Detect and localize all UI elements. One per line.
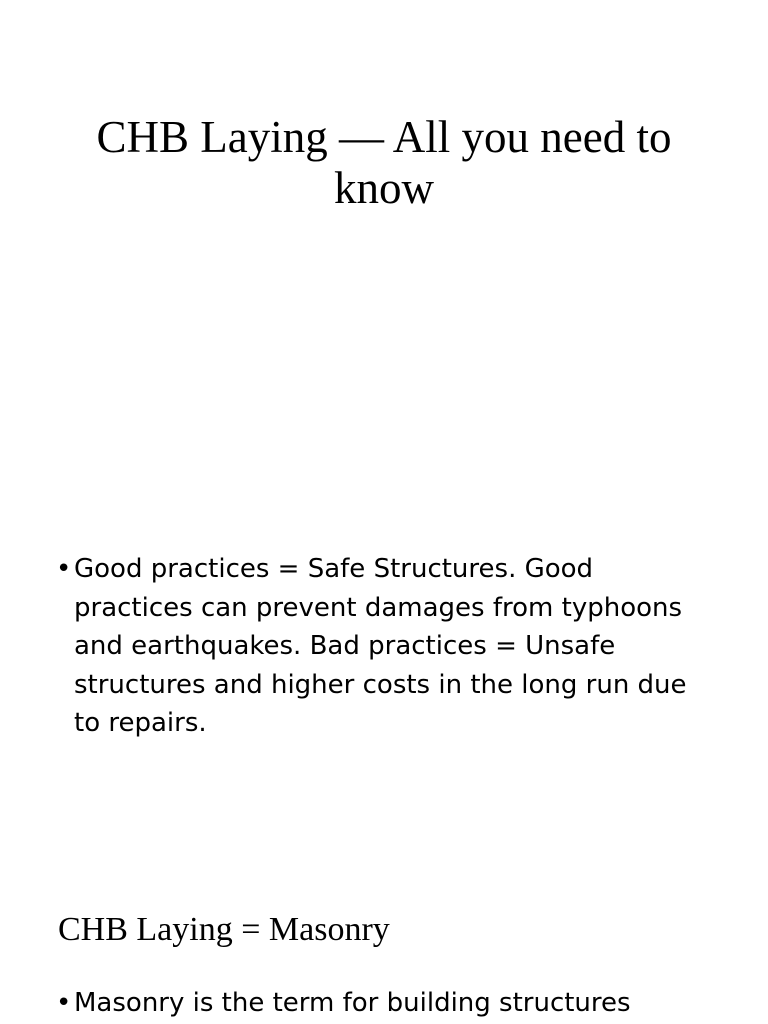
- bullet-item: [56, 550, 716, 743]
- bullet-item: [56, 984, 716, 1023]
- bullet-list-2: [56, 984, 716, 1023]
- bullet-text: Good practices = Safe Structures. Good practices can prevent damages from typhoons and earthquakes. Bad practices = Unsafe structures and higher costs in the long run due to repairs.: [74, 554, 687, 738]
- section-heading: CHB Laying = Masonry: [58, 911, 390, 948]
- bullet-text: Masonry is the term for building structures: [74, 988, 631, 1018]
- slide-title: CHB Laying — All you need to know: [96, 112, 672, 213]
- bullet-list: [56, 550, 716, 743]
- bullet-icon: •: [56, 988, 72, 1018]
- bullet-icon: •: [56, 554, 72, 584]
